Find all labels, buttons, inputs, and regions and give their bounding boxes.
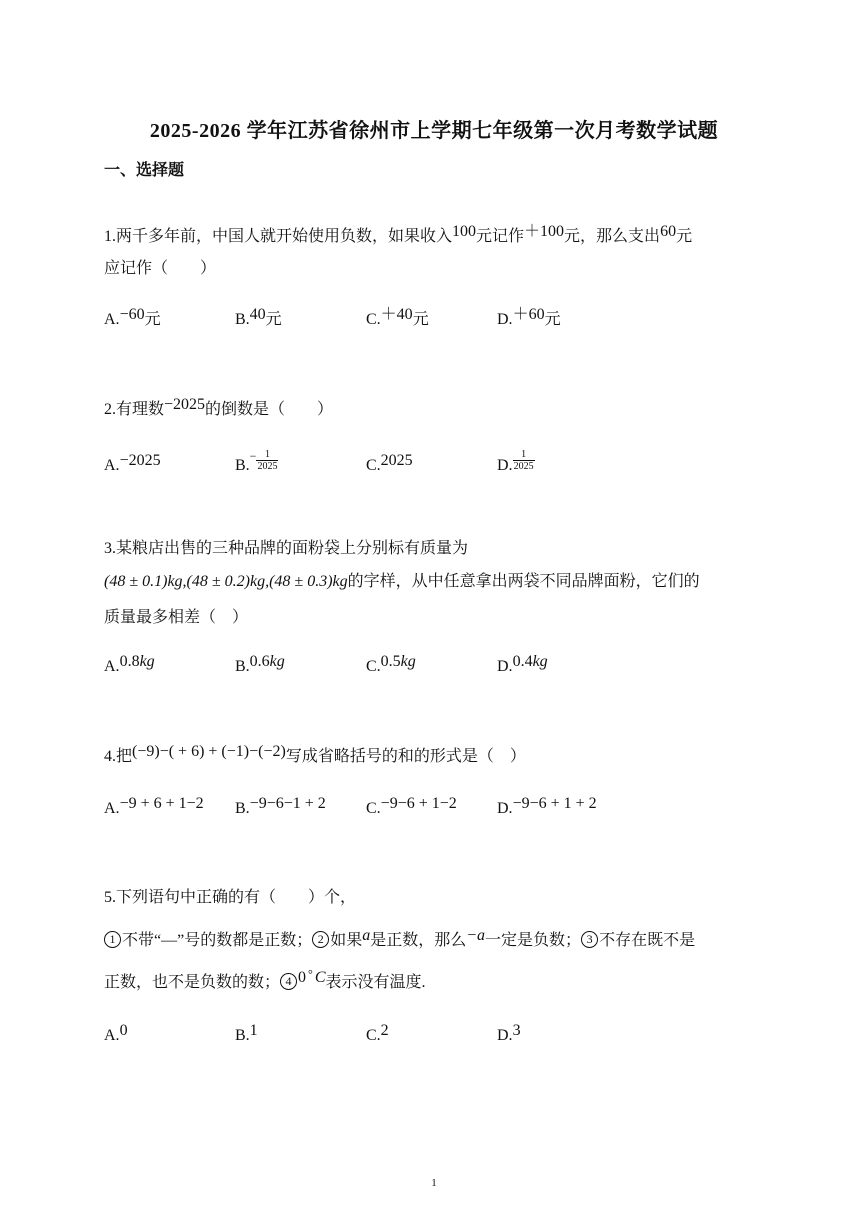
q2-option-c[interactable] <box>366 452 413 477</box>
q5-option-c[interactable] <box>366 1022 389 1047</box>
option-fraction <box>513 449 535 472</box>
q1-text: 元记作 <box>476 228 525 245</box>
fraction-denominator: 2025 <box>257 461 278 472</box>
q1-expense-value: 60 <box>660 223 677 240</box>
option-letter: A. <box>104 311 120 328</box>
variable-a: a <box>362 927 371 944</box>
q2-text: 的倒数是（ ） <box>205 401 334 418</box>
option-value: 0.4 <box>512 653 533 670</box>
q2-option-b[interactable] <box>235 449 278 478</box>
q1-option-c[interactable] <box>366 306 429 331</box>
question-3-line-3: 质量最多相差（ ） <box>104 609 249 626</box>
option-unit: kg <box>400 653 416 670</box>
q1-option-d[interactable] <box>497 306 561 331</box>
option-letter: A. <box>104 800 120 817</box>
question-3-line-2 <box>104 571 700 593</box>
statement-2: 如果 <box>330 932 363 949</box>
q1-text: 1.两千多年前，中国人就开始使用负数，如果收入 <box>104 228 453 245</box>
option-value: −60 <box>119 306 145 323</box>
option-fraction <box>256 449 278 472</box>
q2-text: 2.有理数 <box>104 401 165 418</box>
q1-text: 元 <box>676 228 693 245</box>
option-value: 2025 <box>380 452 413 469</box>
option-letter: B. <box>235 457 250 475</box>
q3-masses: (48 ± 0.1)kg,(48 ± 0.2)kg,(48 ± 0.3)kg <box>104 573 348 590</box>
question-5-line-2 <box>104 927 696 952</box>
option-value: −9−6−1 + 2 <box>249 795 326 812</box>
fraction-denominator: 2025 <box>513 461 534 472</box>
option-letter: D. <box>497 311 513 328</box>
option-letter: C. <box>366 311 381 328</box>
q4-expression: (−9)−( + 6) + (−1)−(−2) <box>132 743 286 760</box>
option-value: 1 <box>249 1022 258 1039</box>
exam-title: 2025-2026 学年江苏省徐州市上学期七年级第一次月考数学试题 <box>149 120 719 142</box>
option-value: ＋60 <box>512 306 545 323</box>
q3-text: 的字样，从中任意拿出两袋不同品牌面粉，它们的 <box>347 573 700 590</box>
q5-option-a[interactable] <box>104 1022 128 1047</box>
q1-text: 元，那么支出 <box>564 228 661 245</box>
option-letter: B. <box>235 1027 250 1044</box>
option-value: 0.6 <box>249 653 270 670</box>
statement-2: 一定是负数； <box>485 932 582 949</box>
q2-option-d[interactable] <box>497 449 535 478</box>
circled-number-1: 1 <box>104 931 121 948</box>
q2-option-a[interactable] <box>104 452 161 477</box>
q4-text: 写成省略括号的和的形式是（ ） <box>285 748 526 765</box>
option-unit: 元 <box>265 311 282 328</box>
q4-option-c[interactable] <box>366 795 457 820</box>
option-unit: 元 <box>144 311 161 328</box>
page-number: 1 <box>431 1177 437 1189</box>
option-letter: C. <box>366 457 381 474</box>
option-letter: D. <box>497 658 513 675</box>
question-3-line-1: 3.某粮店出售的三种品牌的面粉袋上分别标有质量为 <box>104 540 469 557</box>
q4-text: 4.把 <box>104 748 133 765</box>
q3-option-a[interactable] <box>104 653 155 678</box>
question-2-line <box>104 396 334 421</box>
option-letter: C. <box>366 658 381 675</box>
option-value: 0.5 <box>380 653 401 670</box>
option-unit: kg <box>532 653 548 670</box>
option-letter: D. <box>497 457 513 475</box>
q1-income-value: 100 <box>452 223 477 240</box>
option-value: 40 <box>249 306 266 323</box>
variable-neg-a: −a <box>466 927 486 944</box>
statement-3: 不存在既不是 <box>599 932 696 949</box>
option-unit: 元 <box>412 311 429 328</box>
statement-3: 正数，也不是负数的数； <box>104 974 281 991</box>
q1-option-b[interactable] <box>235 306 282 331</box>
q2-number: −2025 <box>164 396 206 413</box>
option-letter: D. <box>497 1027 513 1044</box>
q4-option-a[interactable] <box>104 795 204 820</box>
option-letter: C. <box>366 800 381 817</box>
statement-4: 表示没有温度. <box>325 974 426 991</box>
option-value: −9 + 6 + 1−2 <box>119 795 204 812</box>
fraction-numerator: 1 <box>256 449 278 461</box>
temperature-value: 0 <box>298 969 307 986</box>
q3-option-c[interactable] <box>366 653 416 678</box>
q3-option-d[interactable] <box>497 653 548 678</box>
question-5-line-1: 5.下列语句中正确的有（ ）个， <box>104 889 357 906</box>
fraction-numerator: 1 <box>513 449 535 461</box>
statement-1: 不带“—”号的数都是正数； <box>122 932 313 949</box>
option-value: 2 <box>380 1022 389 1039</box>
degree-symbol: ° <box>308 967 313 981</box>
option-unit: kg <box>139 653 155 670</box>
option-letter: B. <box>235 800 250 817</box>
option-letter: B. <box>235 658 250 675</box>
option-letter: C. <box>366 1027 381 1044</box>
option-sign: − <box>249 449 257 464</box>
q1-record-value: ＋100 <box>524 223 565 240</box>
q4-option-d[interactable] <box>497 795 597 820</box>
option-value: 0 <box>119 1022 128 1039</box>
question-4-line <box>104 743 526 768</box>
circled-number-3: 3 <box>581 931 598 948</box>
q3-option-b[interactable] <box>235 653 285 678</box>
question-1-line-1 <box>104 223 693 248</box>
q4-option-b[interactable] <box>235 795 326 820</box>
celsius-unit: C <box>314 969 326 986</box>
q5-option-b[interactable] <box>235 1022 258 1047</box>
option-value: −9−6 + 1 + 2 <box>512 795 597 812</box>
option-unit: 元 <box>544 311 561 328</box>
option-letter: B. <box>235 311 250 328</box>
option-letter: A. <box>104 658 120 675</box>
option-unit: kg <box>269 653 285 670</box>
question-1-line-2: 应记作（ ） <box>104 260 217 277</box>
option-value: ＋40 <box>380 306 413 323</box>
circled-number-2: 2 <box>312 931 329 948</box>
q1-option-a[interactable] <box>104 306 161 331</box>
statement-2: 是正数，那么 <box>370 932 467 949</box>
option-letter: A. <box>104 1027 120 1044</box>
option-value: −2025 <box>119 452 161 469</box>
option-value: −9−6 + 1−2 <box>380 795 457 812</box>
q5-option-d[interactable] <box>497 1022 521 1047</box>
option-letter: A. <box>104 457 120 474</box>
circled-number-4: 4 <box>280 973 297 990</box>
option-value: 0.8 <box>119 653 140 670</box>
section-heading: 一、选择题 <box>104 162 185 179</box>
question-5-line-3 <box>104 967 426 994</box>
option-value: 3 <box>512 1022 521 1039</box>
option-letter: D. <box>497 800 513 817</box>
